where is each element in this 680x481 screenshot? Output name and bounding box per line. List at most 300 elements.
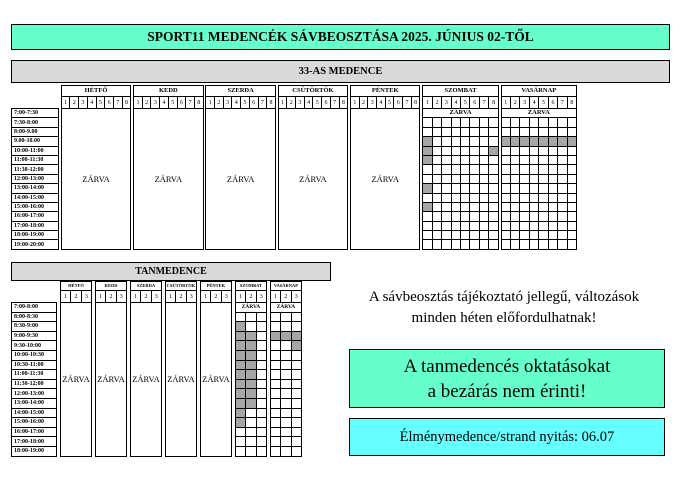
column-gap [57,418,61,428]
column-gap [161,312,165,322]
pool33-slot-free [548,193,557,202]
pool_teach-lane-number: 3 [291,291,301,303]
pool33-slot-free [567,165,576,174]
pool33-weekend-closed-label: ZÁRVA [501,109,577,118]
column-gap [91,389,95,399]
column-gap [126,418,130,428]
column-gap [131,231,134,240]
pool33-slot-free [461,118,470,127]
pool_teach-slot-free [291,379,301,389]
pool33-slot-free [489,212,498,221]
pool_teach-slot-free [235,437,245,447]
column-gap [275,184,278,193]
pool33-slot-free [423,127,432,136]
pool33-lane-number: 2 [511,97,520,109]
pool33-slot-free [451,240,460,249]
column-gap [196,331,200,341]
pool33-slot-occupied [423,184,432,193]
column-gap [275,137,278,146]
pool33-time-label: 17:00-18:00 [12,221,59,230]
column-gap [57,350,61,360]
pool33-slot-free [511,212,520,221]
pool33-slot-free [479,212,488,221]
pool_teach-lane-number: 3 [81,291,91,303]
pool33-lane-number: 5 [313,97,322,109]
pool33-slot-occupied [529,137,538,146]
pool33-slot-free [432,118,441,127]
pool33-lane-number: 1 [61,97,70,109]
pool33-lane-number: 1 [134,97,143,109]
pool33-lane-number: 6 [177,97,186,109]
pool33-time-label: 8:00-9.00 [12,127,59,136]
column-gap [57,408,61,418]
pool_teach-closed-cell: ZÁRVA [165,303,196,457]
column-gap [196,437,200,447]
pool_teach-slot-free [256,437,266,447]
pool33-slot-free [461,127,470,136]
pool33-closed-cell: ZÁRVA [206,109,276,250]
column-gap [91,312,95,322]
column-gap [126,389,130,399]
pool33-slot-free [548,240,557,249]
pool_teach-slot-occupied [281,331,291,341]
pool_teach-slot-occupied [235,398,245,408]
pool_teach-slot-free [281,312,291,322]
pool_teach-slot-free [256,322,266,332]
column-gap [131,184,134,193]
pool33-slot-free [489,193,498,202]
column-gap [91,446,95,456]
pool33-slot-free [567,174,576,183]
column-gap [126,312,130,322]
pool33-slot-free [432,231,441,240]
pool33-slot-free [442,118,451,127]
pool_teach-slot-occupied [235,322,245,332]
pool33-slot-free [442,174,451,183]
pool33-slot-occupied [501,137,510,146]
pool33-slot-free [529,193,538,202]
pool_teach-slot-free [256,379,266,389]
pool33-slot-free [451,221,460,230]
column-gap [161,322,165,332]
pool_teach-slot-free [270,398,280,408]
pool33-slot-free [558,221,567,230]
column-gap [203,184,206,193]
pool33-slot-occupied [539,137,548,146]
pool33-time-label: 9.00-10.00 [12,137,59,146]
pool_teach-day-5: SZOMBAT [235,282,266,291]
pool33-slot-free [479,221,488,230]
pool33-lane-number: 1 [206,97,215,109]
pool33-slot-free [442,137,451,146]
column-gap [348,165,351,174]
pool33-slot-free [442,146,451,155]
pool33-slot-free [501,240,510,249]
column-gap [91,437,95,447]
pool33-slot-free [461,221,470,230]
column-gap [57,446,61,456]
pool33-slot-free [548,127,557,136]
pool33-slot-free [511,127,520,136]
pool33-slot-free [479,118,488,127]
pool_teach-slot-free [270,379,280,389]
corner-cell [12,291,57,303]
pool_teach-lane-number: 2 [71,291,81,303]
pool33-slot-free [479,202,488,211]
pool33-slot-free [520,221,529,230]
pool33-table [11,85,577,250]
column-gap [161,360,165,370]
pool_teach-slot-free [246,322,256,332]
pool33-slot-free [442,127,451,136]
column-gap [196,408,200,418]
column-gap [91,350,95,360]
pool33-lane-number: 1 [350,97,359,109]
pool33-time-label: 11:30-12:00 [12,165,59,174]
column-gap [126,341,130,351]
column-gap [275,165,278,174]
pool_teach-slot-occupied [291,341,301,351]
pool33-slot-free [423,118,432,127]
pool33-slot-free [489,174,498,183]
page-title: SPORT11 MEDENCÉK SÁVBEOSZTÁSA 2025. JÚNIUS 02-TŐL [11,24,670,50]
pool33-lane-number: 2 [70,97,79,109]
pool_teach-slot-free [281,446,291,456]
pool33-slot-free [567,231,576,240]
pool33-slot-free [511,118,520,127]
column-gap [57,341,61,351]
column-gap [59,165,62,174]
pool33-slot-free [539,165,548,174]
pool33-closed-cell: ZÁRVA [134,109,204,250]
pool33-day-3: CSÜTÖRTÖK [278,86,348,97]
pool_teach-slot-occupied [235,350,245,360]
disclaimer-line-2: minden héten előfordulhatnak! [411,310,597,326]
column-gap [57,360,61,370]
pool33-time-label: 10:00-11:00 [12,146,59,155]
pool33-closed-cell: ZÁRVA [61,109,131,250]
pool_teach-slot-free [291,370,301,380]
pool33-slot-free [470,240,479,249]
column-gap [348,212,351,221]
column-gap [59,202,62,211]
pool_teach-slot-free [270,437,280,447]
column-gap [161,418,165,428]
column-gap [275,202,278,211]
column-gap [126,379,130,389]
pool33-slot-free [539,118,548,127]
column-gap [275,155,278,164]
column-gap [126,427,130,437]
pool33-slot-free [520,165,529,174]
column-gap [203,240,206,249]
column-gap [91,408,95,418]
pool33-slot-free [567,212,576,221]
pool_teach-lane-number: 2 [176,291,186,303]
pool33-slot-free [539,240,548,249]
pool33-slot-free [461,137,470,146]
pool33-slot-free [558,165,567,174]
column-gap [131,155,134,164]
column-gap [131,174,134,183]
pool_teach-closed-cell: ZÁRVA [95,303,126,457]
pool_teach-slot-occupied [246,350,256,360]
pool33-lane-number: 8 [194,97,203,109]
column-gap [57,427,61,437]
pool33-day-2: SZERDA [206,86,276,97]
pool33-slot-free [470,137,479,146]
pool_teach-slot-free [281,360,291,370]
pool_teach-time-label: 17:00-18:00 [12,437,57,447]
column-gap [126,446,130,456]
corner-cell [12,97,59,109]
pool33-slot-free [558,174,567,183]
pool33-closed-cell: ZÁRVA [350,109,420,250]
pool33-lane-number: 6 [322,97,331,109]
pool33-slot-free [451,127,460,136]
pool33-lane-number: 4 [304,97,313,109]
pool33-slot-free [567,202,576,211]
pool33-slot-free [567,221,576,230]
pool33-slot-free [451,202,460,211]
column-gap [91,341,95,351]
column-gap [275,193,278,202]
pool33-lane-number: 3 [151,97,160,109]
pool33-slot-free [529,240,538,249]
pool_teach-lane-number: 1 [61,291,71,303]
pool33-slot-free [529,165,538,174]
pool33-slot-free [489,118,498,127]
pool_teach-slot-occupied [246,398,256,408]
pool33-slot-free [520,155,529,164]
pool33-slot-free [539,174,548,183]
pool_teach-time-label: 10:00-10:30 [12,350,57,360]
pool33-slot-free [539,202,548,211]
column-gap [131,118,134,127]
column-gap [348,193,351,202]
pool33-slot-free [529,118,538,127]
column-gap [59,155,62,164]
pool33-slot-free [567,118,576,127]
pool33-slot-free [470,155,479,164]
pool33-lane-number: 6 [394,97,403,109]
column-gap [131,146,134,155]
column-gap [91,360,95,370]
pool33-slot-free [567,240,576,249]
pool33-slot-occupied [520,137,529,146]
pool_teach-lane-number: 1 [130,291,140,303]
disclaimer-line-1: A sávbeosztás tájékoztató jellegű, változások [368,289,640,305]
pool_teach-day-2: SZERDA [130,282,161,291]
column-gap [59,118,62,127]
pool33-slot-free [479,174,488,183]
pool33-slot-free [479,155,488,164]
pool33-slot-free [423,221,432,230]
column-gap [196,341,200,351]
column-gap [348,146,351,155]
pool_teach-slot-free [291,322,301,332]
pool33-slot-free [520,127,529,136]
pool33-slot-free [529,146,538,155]
pool_teach-weekend-closed-label: ZÁRVA [270,303,301,313]
pool_teach-slot-free [256,370,266,380]
pool33-slot-free [529,184,538,193]
teaching-notice-line-2: a bezárás nem érinti! [427,380,587,402]
column-gap [126,350,130,360]
pool_teach-time-label: 9:00-9:30 [12,331,57,341]
column-gap [131,137,134,146]
column-gap [196,370,200,380]
pool_teach-slot-occupied [246,370,256,380]
pool33-slot-free [511,146,520,155]
pool_teach-lane-number: 1 [95,291,105,303]
column-gap [57,398,61,408]
pool33-slot-free [479,146,488,155]
column-gap [126,398,130,408]
pool_teach-time-label: 12:00-13:00 [12,389,57,399]
pool_teach-slot-free [256,312,266,322]
pool_teach-slot-free [291,437,301,447]
teach-pool-heading: TANMEDENCE [11,262,331,281]
pool_teach-time-label: 11:00-11:30 [12,370,57,380]
column-gap [196,350,200,360]
column-gap [59,193,62,202]
column-gap [196,360,200,370]
pool33-slot-free [442,155,451,164]
pool33-lane-number: 3 [223,97,232,109]
pool_teach-lane-number: 2 [281,291,291,303]
pool_teach-slot-occupied [235,389,245,399]
pool33-slot-free [520,202,529,211]
column-gap [348,127,351,136]
pool_teach-lane-number: 2 [246,291,256,303]
pool33-lane-number: 3 [296,97,305,109]
pool_teach-day-1: KEDD [95,282,126,291]
pool33-slot-free [501,231,510,240]
column-gap [131,240,134,249]
pool33-lane-number: 2 [359,97,368,109]
column-gap [196,418,200,428]
pool_teach-time-label: 8:30-9:00 [12,322,57,332]
pool_teach-lane-number: 2 [211,291,221,303]
pool_teach-lane-number: 1 [200,291,210,303]
pool33-slot-free [451,193,460,202]
column-gap [196,427,200,437]
column-gap [126,408,130,418]
pool33-time-label: 12:00-13:00 [12,174,59,183]
pool33-day-6: VASÁRNAP [501,86,577,97]
pool_teach-slot-occupied [246,379,256,389]
pool_teach-slot-occupied [270,331,280,341]
column-gap [57,312,61,322]
pool33-lane-number: 3 [442,97,451,109]
column-gap [126,437,130,447]
pool_teach-time-label: 11:30-12:00 [12,379,57,389]
pool_teach-slot-free [281,350,291,360]
pool33-slot-free [558,193,567,202]
column-gap [91,379,95,389]
pool33-slot-free [539,212,548,221]
pool33-slot-free [558,240,567,249]
pool33-slot-free [423,193,432,202]
pool_teach-slot-occupied [235,379,245,389]
pool33-slot-free [548,155,557,164]
pool33-slot-free [529,212,538,221]
column-gap [131,212,134,221]
pool33-slot-free [489,221,498,230]
pool33-slot-free [479,240,488,249]
pool_teach-slot-free [256,398,266,408]
pool33-slot-free [432,174,441,183]
pool33-slot-free [501,118,510,127]
pool33-lane-number: 7 [403,97,412,109]
pool33-time-label: 14:00-15:00 [12,193,59,202]
pool33-slot-free [501,165,510,174]
pool_teach-slot-free [281,370,291,380]
pool33-time-label: 11:00-11:30 [12,155,59,164]
column-gap [57,379,61,389]
pool33-slot-free [479,127,488,136]
pool33-slot-free [548,231,557,240]
pool33-lane-number: 7 [558,97,567,109]
column-gap [196,312,200,322]
pool_teach-slot-occupied [246,331,256,341]
column-gap [203,118,206,127]
pool33-slot-free [432,240,441,249]
pool33-time-label: 16:00-17:00 [12,212,59,221]
pool33-lane-number: 4 [160,97,169,109]
pool_teach-slot-occupied [235,418,245,428]
pool33-slot-free [501,174,510,183]
strand-opening-box: Élménymedence/strand nyitás: 06.07 [349,418,665,456]
column-gap [203,212,206,221]
pool33-day-1: KEDD [134,86,204,97]
column-gap [91,418,95,428]
pool33-slot-free [489,155,498,164]
pool33-lane-number: 3 [79,97,88,109]
pool_teach-slot-free [270,312,280,322]
column-gap [203,231,206,240]
pool33-slot-free [479,193,488,202]
pool33-slot-free [432,184,441,193]
pool33-slot-free [520,184,529,193]
pool33-lane-number: 7 [113,97,122,109]
pool33-lane-number: 8 [267,97,276,109]
pool33-slot-occupied [558,137,567,146]
pool33-slot-free [548,174,557,183]
pool_teach-slot-free [270,322,280,332]
pool33-slot-free [461,193,470,202]
pool_teach-lane-number: 1 [235,291,245,303]
pool33-slot-occupied [567,137,576,146]
pool33-slot-free [548,221,557,230]
pool33-slot-free [520,240,529,249]
pool_teach-slot-occupied [235,370,245,380]
pool33-slot-free [461,184,470,193]
pool_teach-slot-free [291,446,301,456]
pool_teach-slot-free [291,418,301,428]
pool_teach-lane-number: 1 [165,291,175,303]
column-gap [275,240,278,249]
pool33-slot-free [470,174,479,183]
pool_teach-time-label: 13:00-14:00 [12,398,57,408]
pool33-slot-free [520,118,529,127]
pool33-heading: 33-AS MEDENCE [11,60,670,83]
corner-cell [12,86,59,97]
pool33-slot-free [558,118,567,127]
pool_teach-time-label: 10:30-11:00 [12,360,57,370]
column-gap [196,398,200,408]
